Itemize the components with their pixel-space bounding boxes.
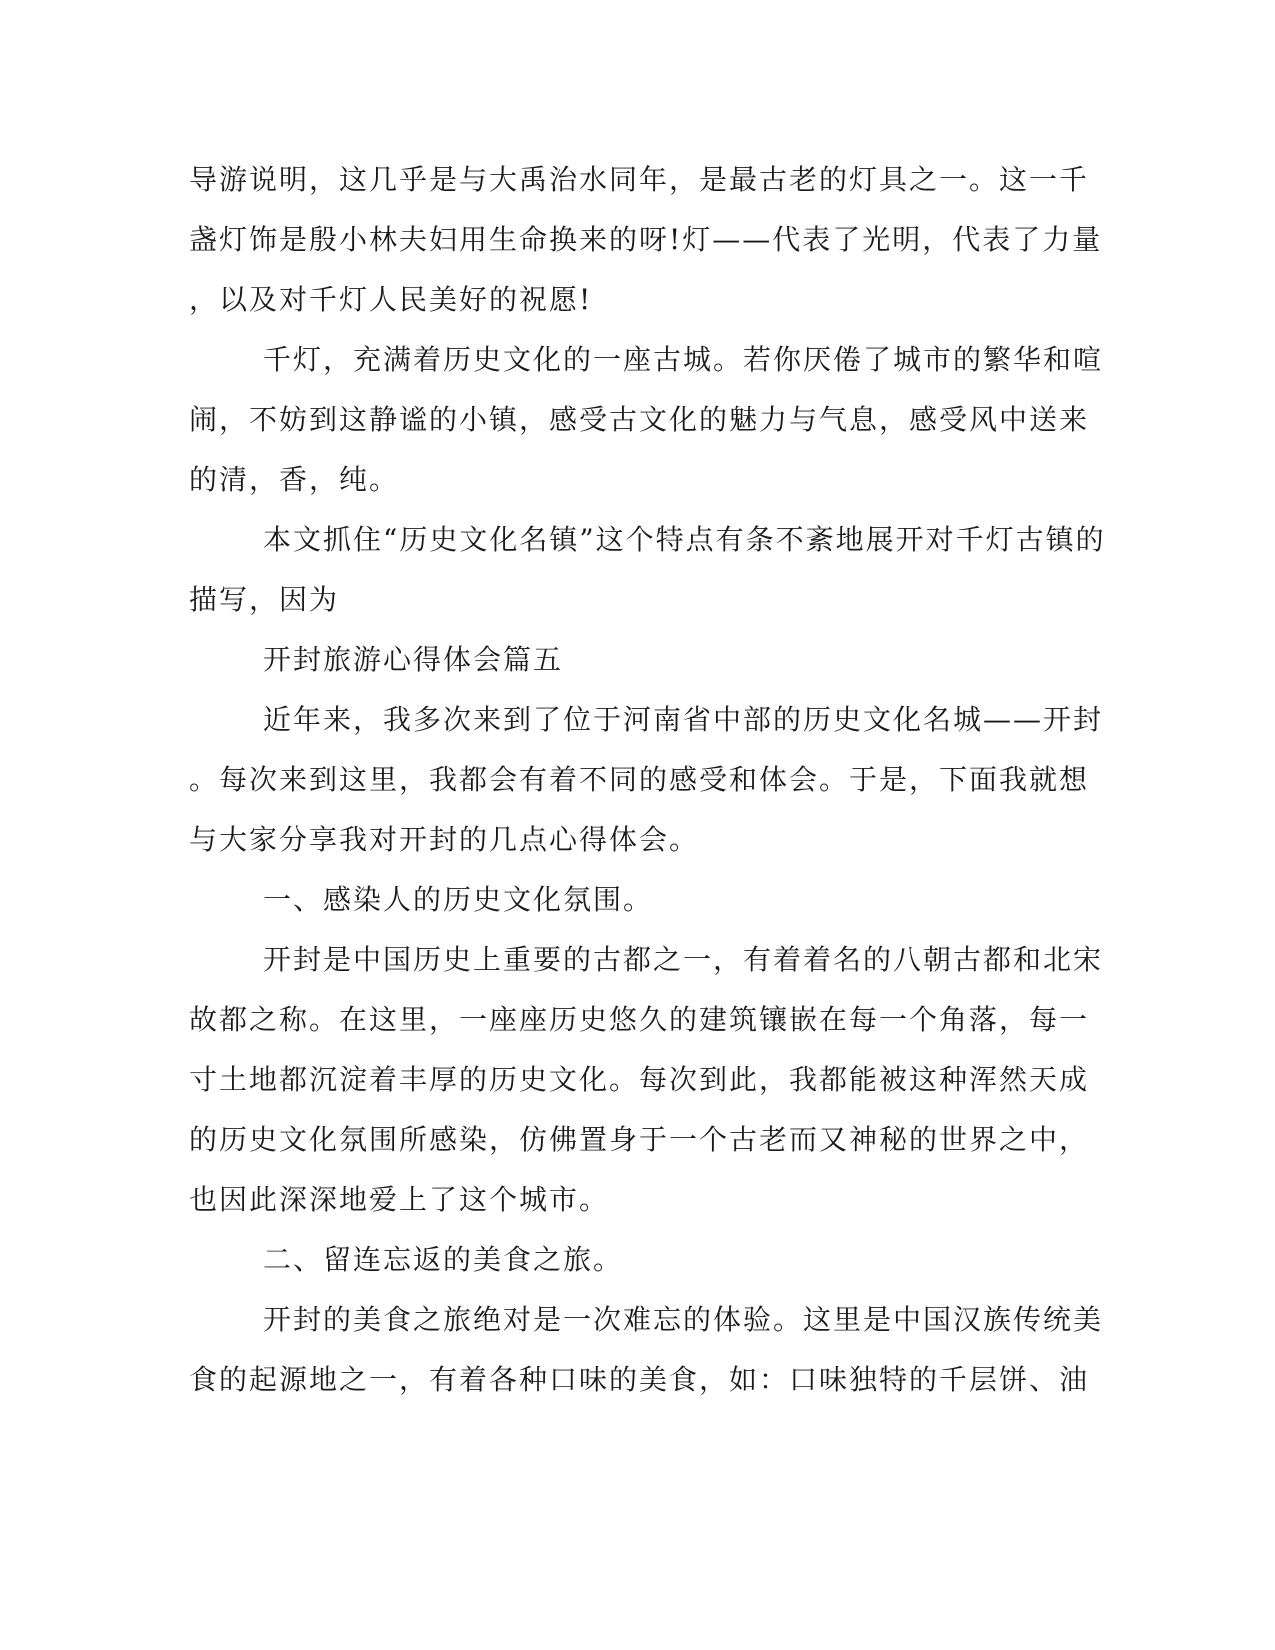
text-line: 也因此深深地爱上了这个城市。 <box>189 1183 610 1216</box>
text-line: 描写，因为 <box>189 583 340 616</box>
paragraph-first-line: 近年来，我多次来到了位于河南省中部的历史文化名城——开封 <box>263 703 1104 736</box>
text-line: 闹，不妨到这静谧的小镇，感受古文化的魅力与气息，感受风中送来 <box>189 403 1090 436</box>
section-heading: 开封旅游心得体会篇五 <box>263 643 564 676</box>
text-line: 的清，香，纯。 <box>189 463 400 496</box>
text-line: 故都之称。在这里，一座座历史悠久的建筑镶嵌在每一个角落，每一 <box>189 1003 1090 1036</box>
text-line: 盏灯饰是殷小林夫妇用生命换来的呀!灯——代表了光明，代表了力量 <box>189 223 1103 256</box>
paragraph-first-line: 千灯，充满着历史文化的一座古城。若你厌倦了城市的繁华和喧 <box>263 343 1104 376</box>
text-line: 。每次来到这里，我都会有着不同的感受和体会。于是，下面我就想 <box>189 763 1090 796</box>
paragraph-first-line: 开封的美食之旅绝对是一次难忘的体验。这里是中国汉族传统美 <box>263 1303 1104 1336</box>
paragraph-first-line: 开封是中国历史上重要的古都之一，有着着名的八朝古都和北宋 <box>263 943 1104 976</box>
text-line: 寸土地都沉淀着丰厚的历史文化。每次到此，我都能被这种浑然天成 <box>189 1063 1090 1096</box>
text-line: ，以及对千灯人民美好的祝愿! <box>189 283 593 316</box>
subsection-heading: 二、留连忘返的美食之旅。 <box>263 1243 624 1276</box>
text-line: 食的起源地之一，有着各种口味的美食，如：口味独特的千层饼、油 <box>189 1363 1090 1396</box>
subsection-heading: 一、感染人的历史文化氛围。 <box>263 883 654 916</box>
paragraph-first-line: 本文抓住“历史文化名镇”这个特点有条不紊地展开对千灯古镇的 <box>263 523 1106 556</box>
text-line: 导游说明，这几乎是与大禹治水同年，是最古老的灯具之一。这一千 <box>189 163 1090 196</box>
text-line: 与大家分享我对开封的几点心得体会。 <box>189 823 700 856</box>
text-line: 的历史文化氛围所感染，仿佛置身于一个古老而又神秘的世界之中， <box>189 1123 1090 1156</box>
